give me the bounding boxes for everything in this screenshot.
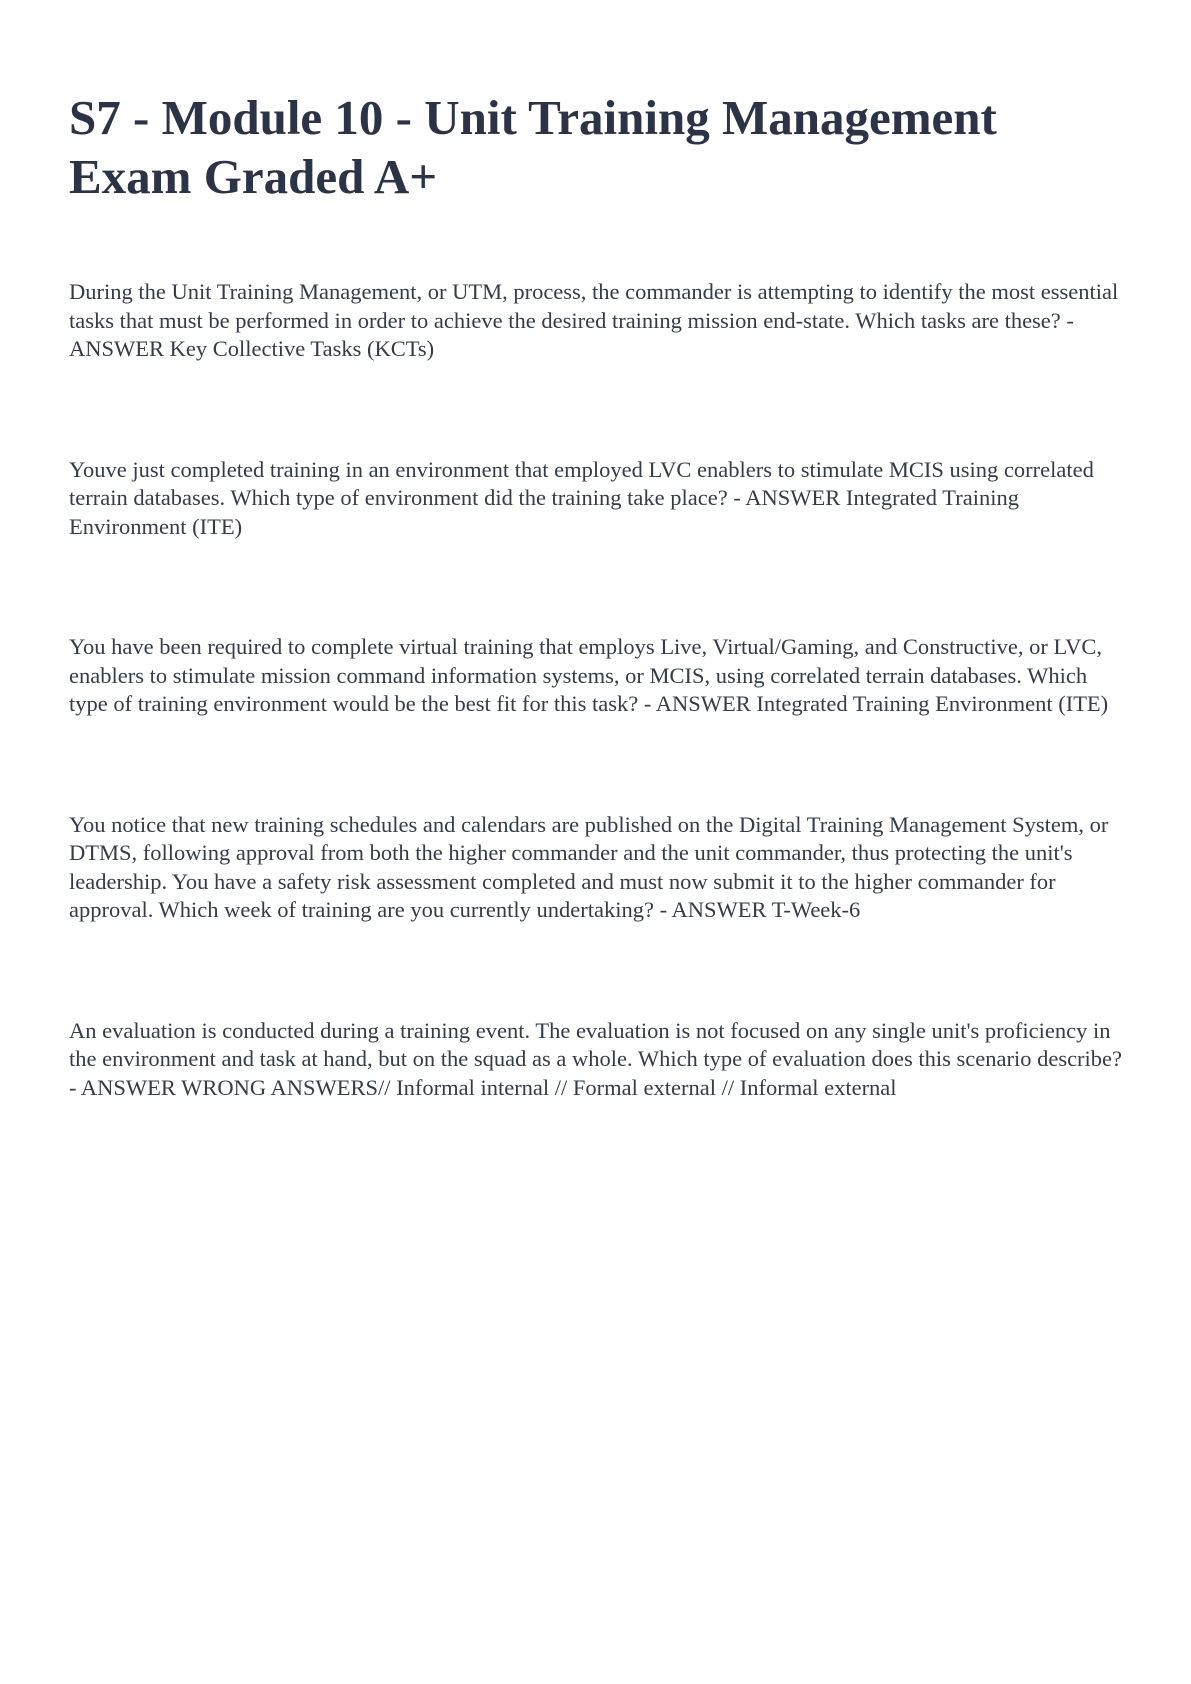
answer-text: T-Week-6 (771, 897, 861, 922)
question-text: You have been required to complete virtual training that employs Live, Virtual/Gaming, and Constructive, or LVC, enablers to stimulate mission command information systems, or MCIS, using correlated terrain databases. Which type of training environment would be the best fit for this task? (69, 634, 1103, 716)
question-text: An evaluation is conducted during a training event. The evaluation is not focused on any single unit's proficiency in the environment and task at hand, but on the squad as a whole. Which type of evaluation does this scenario describe? (69, 1017, 1123, 1071)
qa-item (69, 633, 1129, 719)
answer-separator: - ANSWER (69, 307, 1074, 361)
answer-separator: - ANSWER (638, 691, 757, 716)
document-page (69, 88, 1129, 1194)
question-text: During the Unit Training Management, or UTM, process, the commander is attempting to identify the most essential tasks that must be performed in order to achieve the desired training mission end-state. Which tasks are these? (69, 279, 1119, 333)
answer-text: Integrated Training Environment (ITE) (69, 485, 1019, 539)
answer-text: WRONG ANSWERS// Informal internal // Formal external // Informal external (181, 1074, 897, 1100)
answer-separator: - ANSWER (654, 897, 772, 922)
qa-item (69, 811, 1129, 925)
answer-separator: - ANSWER (69, 1074, 182, 1100)
question-text: Youve just completed training in an environment that employed LVC enablers to stimulate MCIS using correlated terrain databases. Which type of environment did the training take place? (69, 456, 1094, 510)
qa-item (69, 278, 1129, 364)
answer-text: Key Collective Tasks (KCTs) (169, 336, 435, 361)
qa-item (69, 1017, 1129, 1103)
document-title: S7 - Module 10 - Unit Training Management Exam Graded A+ (69, 90, 997, 204)
answer-text: Integrated Training Environment (ITE) (756, 691, 1109, 716)
question-text: You notice that new training schedules and calendars are published on the Digital Training Management System, or DTMS, following approval from both the higher commander and the unit commander, thus protecting the unit's leadership. You have a safety risk assessment completed and must now submit it to the higher commander for approval. Which week of training are you currently undertaking? (69, 811, 1109, 922)
qa-list (69, 278, 1129, 1102)
answer-separator: - ANSWER (727, 485, 846, 510)
qa-item (69, 456, 1129, 542)
